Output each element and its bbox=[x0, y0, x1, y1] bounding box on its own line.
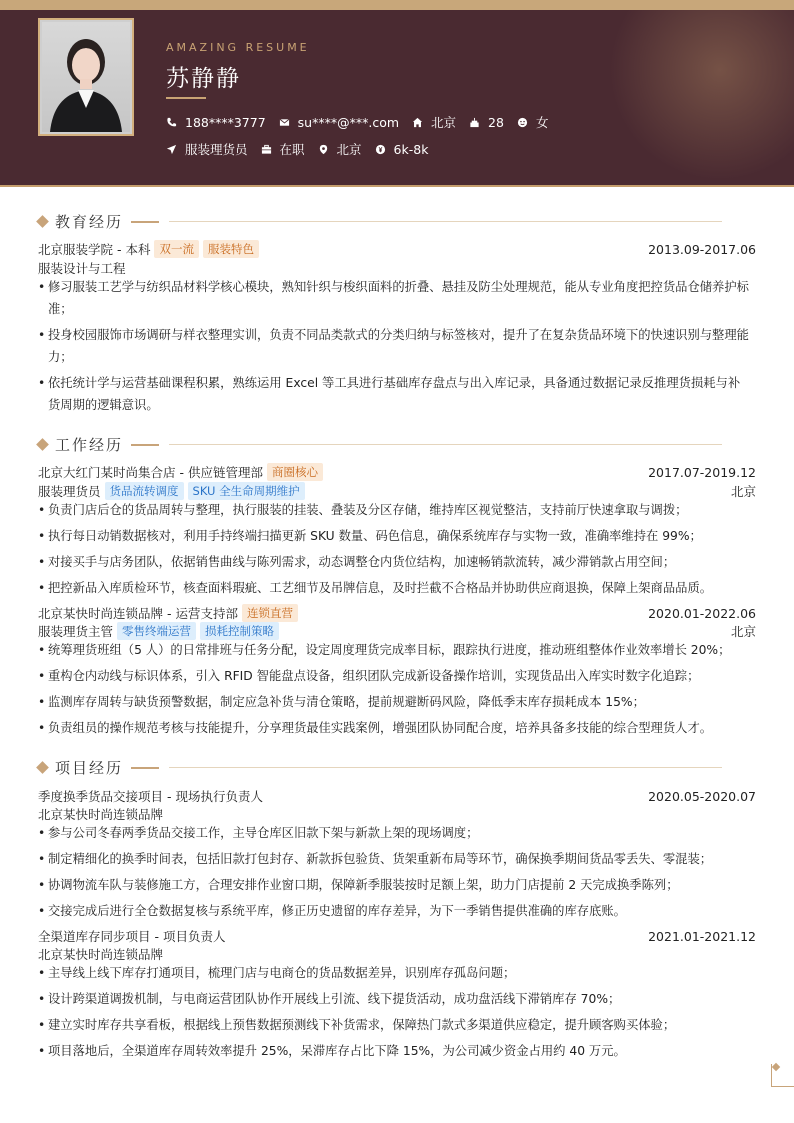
section-accent-line bbox=[131, 221, 159, 223]
project-date: 2020.05-2020.07 bbox=[648, 788, 756, 804]
phone-icon bbox=[166, 117, 177, 128]
name-underline bbox=[166, 97, 206, 99]
list-item: • 重构仓内动线与标识体系，引入 RFID 智能盘点设备，组织团队完成新设备操作培训，实现货品出入库实时数字化追踪； bbox=[38, 665, 750, 687]
list-item: • 建立实时库存共享看板，根据线上预售数据预测线下补货需求，保障热门款式多渠道供应稳定，提升顾客购买体验； bbox=[38, 1014, 750, 1036]
profile-photo bbox=[42, 22, 130, 132]
project-name-row bbox=[38, 927, 756, 945]
role-tag: 零售终端运营 bbox=[117, 622, 196, 640]
role-tag: 损耗控制策略 bbox=[200, 622, 279, 640]
list-item: • 投身校园服饰市场调研与样衣整理实训，负责不同品类款式的分类归纳与标签核对，提升了在复杂货品环境下的快速识别与整理能力； bbox=[38, 324, 750, 368]
list-item: • 修习服装工艺学与纺织品材料学核心模块，熟知针织与梭织面料的折叠、悬挂及防尘处理规范，能从专业角度把控货品仓储养护标准； bbox=[38, 276, 750, 320]
project-org-row bbox=[38, 805, 756, 823]
job-title-item bbox=[166, 140, 248, 158]
gender-item bbox=[517, 113, 549, 131]
list-item: • 统筹理货班组（5 人）的日常排班与任务分配，设定周度理货完成率目标，跟踪执行进度，推动班组整体作业效率增长 20%； bbox=[38, 639, 750, 661]
project-date: 2021.01-2021.12 bbox=[648, 928, 756, 944]
job-date: 2017.07-2019.12 bbox=[648, 464, 756, 480]
section-diamond-icon bbox=[36, 215, 49, 228]
list-item: • 主导线上线下库存打通项目，梳理门店与电商仓的货品数据差异，识别库存孤岛问题； bbox=[38, 962, 750, 984]
job-date: 2020.01-2022.06 bbox=[648, 605, 756, 621]
job-intent-row bbox=[166, 140, 441, 158]
company-tag: 连锁直营 bbox=[242, 604, 298, 622]
list-item: • 负责组员的操作规范考核与技能提升，分享理货最佳实践案例，增强团队协同配合度，培养具备多技能的综合型理货人才。 bbox=[38, 717, 750, 739]
education-major-row bbox=[38, 259, 756, 277]
home-icon bbox=[412, 117, 423, 128]
major-name: 服装设计与工程 bbox=[38, 261, 126, 276]
school-tag: 服装特色 bbox=[203, 240, 259, 258]
list-item: • 负责门店后仓的货品周转与整理，执行服装的挂装、叠装及分区存储，维持库区视觉整洁，支持前厅快速拿取与调拨； bbox=[38, 499, 750, 521]
target-city-item bbox=[318, 140, 362, 158]
section-diamond-icon bbox=[36, 438, 49, 451]
list-item: • 执行每日动销数据核对，利用手持终端扫描更新 SKU 数量、码色信息，确保系统库存与实物一致，准确率维持在 99%； bbox=[38, 525, 750, 547]
send-icon bbox=[166, 144, 177, 155]
phone-item bbox=[166, 115, 266, 130]
salary-text: 6k-8k bbox=[393, 141, 429, 157]
target-city-text: 北京 bbox=[336, 142, 362, 157]
work-section-title bbox=[36, 434, 722, 455]
job-location: 北京 bbox=[730, 624, 756, 639]
job-location: 北京 bbox=[730, 484, 756, 499]
project-section-title bbox=[36, 757, 722, 778]
resume-tagline: AMAZING RESUME bbox=[166, 41, 310, 54]
city-item bbox=[412, 113, 456, 131]
list-item: • 项目落地后，全渠道库存周转效率提升 25%，呆滞库存占比下降 15%，为公司减少资金占用约 40 万元。 bbox=[38, 1040, 750, 1062]
candidate-name: 苏静静 bbox=[166, 66, 241, 92]
age-icon bbox=[469, 117, 480, 128]
section-accent-line bbox=[131, 444, 159, 446]
job-role-row bbox=[38, 622, 756, 640]
list-item: • 监测库存周转与缺货预警数据，制定应急补货与清仓策略，提前规避断码风险，降低季末库存损耗成本 15%； bbox=[38, 691, 750, 713]
city-text: 北京 bbox=[431, 115, 457, 130]
gender-icon bbox=[517, 117, 528, 128]
email-item bbox=[279, 115, 399, 130]
top-accent-bar bbox=[0, 0, 794, 10]
education-school-row bbox=[38, 240, 756, 258]
job-role: 服装理货主管 bbox=[38, 624, 114, 639]
list-item: • 依托统计学与运营基础课程积累，熟练运用 Excel 等工具进行基础库存盘点与出入库记录，具备通过数据记录反推理货损耗与补货周期的逻辑意识。 bbox=[38, 372, 750, 416]
section-divider bbox=[169, 444, 722, 445]
company-name: 北京某快时尚连锁品牌 - 运营支持部 bbox=[38, 606, 238, 621]
list-item: • 设计跨渠道调拨机制，与电商运营团队协作开展线上引流、线下提货活动，成功盘活线下滞销库存 70%； bbox=[38, 988, 750, 1010]
mail-icon bbox=[279, 117, 290, 128]
section-divider bbox=[169, 221, 722, 222]
education-section-title bbox=[36, 211, 722, 232]
status-item bbox=[261, 140, 305, 158]
list-item: • 参与公司冬春两季货品交接工作，主导仓库区旧款下架与新款上架的现场调度； bbox=[38, 822, 750, 844]
project-name: 季度换季货品交接项目 - 现场执行负责人 bbox=[38, 789, 263, 804]
resume-header bbox=[0, 10, 794, 187]
job-role: 服装理货员 bbox=[38, 484, 101, 499]
list-item: • 交接完成后进行全仓数据复核与系统平库，修正历史遗留的库存差异，为下一季销售提供准确的库存底账。 bbox=[38, 900, 750, 922]
list-item: • 制定精细化的换季时间表，包括旧款打包封存、新款拆包验货、货架重新布局等环节，确保换季期间货品零丢失、零混装； bbox=[38, 848, 750, 870]
list-item: • 对接买手与店务团队，依据销售曲线与陈列需求，动态调整仓内货位结构，加速畅销款流转，减少滞销款占用空间； bbox=[38, 551, 750, 573]
section-label: 项目经历 bbox=[55, 759, 124, 777]
age-text: 28 bbox=[488, 114, 504, 130]
profile-photo-frame bbox=[38, 18, 134, 136]
project-name-row bbox=[38, 787, 756, 805]
list-item: • 把控新品入库质检环节，核查面料瑕疵、工艺细节及吊牌信息，及时拦截不合格品并协助供应商退换，保障上架商品品质。 bbox=[38, 577, 750, 599]
age-item bbox=[469, 115, 504, 130]
gender-text: 女 bbox=[535, 115, 549, 130]
project-org-row bbox=[38, 945, 756, 963]
briefcase-icon bbox=[261, 144, 272, 155]
phone-text: 188****3777 bbox=[185, 114, 266, 130]
section-divider bbox=[169, 767, 722, 768]
section-label: 教育经历 bbox=[55, 213, 124, 231]
project-org: 北京某快时尚连锁品牌 bbox=[38, 807, 164, 822]
list-item: • 协调物流车队与装修施工方，合理安排作业窗口期，保障新季服装按时足额上架，助力门店提前 2 天完成换季陈列； bbox=[38, 874, 750, 896]
project-org: 北京某快时尚连锁品牌 bbox=[38, 947, 164, 962]
salary-item bbox=[375, 142, 429, 157]
school-name: 北京服装学院 - 本科 bbox=[38, 242, 151, 257]
project-name: 全渠道库存同步项目 - 项目负责人 bbox=[38, 929, 226, 944]
salary-icon bbox=[375, 144, 386, 155]
email-text: su****@***.com bbox=[297, 114, 400, 130]
company-name: 北京大红门某时尚集合店 - 供应链管理部 bbox=[38, 465, 263, 480]
job-title-text: 服装理货员 bbox=[185, 142, 248, 157]
contact-info-row bbox=[166, 113, 561, 131]
location-icon bbox=[318, 144, 329, 155]
job-role-row bbox=[38, 482, 756, 500]
section-label: 工作经历 bbox=[55, 436, 124, 454]
section-accent-line bbox=[131, 767, 159, 769]
role-tag: 货品流转调度 bbox=[105, 482, 184, 500]
company-tag: 商圈核心 bbox=[267, 463, 323, 481]
job-company-row bbox=[38, 463, 756, 481]
education-date: 2013.09-2017.06 bbox=[648, 241, 756, 257]
section-diamond-icon bbox=[36, 761, 49, 774]
school-tag: 双一流 bbox=[154, 240, 199, 258]
job-company-row bbox=[38, 604, 756, 622]
status-text: 在职 bbox=[279, 142, 305, 157]
role-tag: SKU 全生命周期维护 bbox=[188, 482, 305, 500]
